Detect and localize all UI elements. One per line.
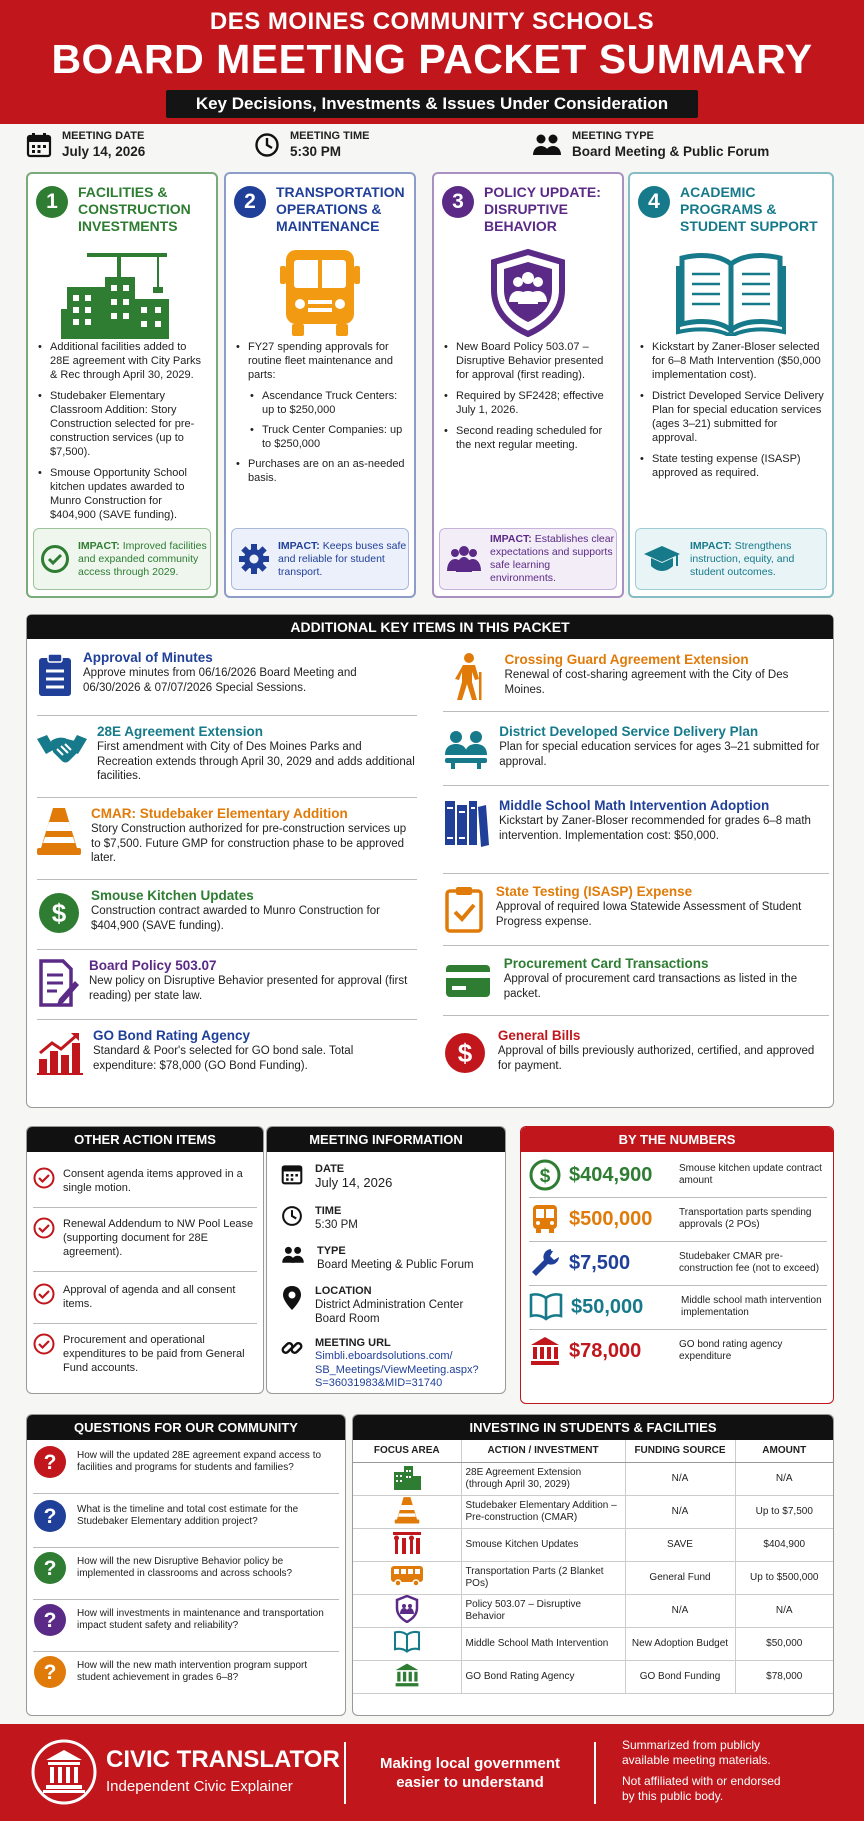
svg-text:?: ? <box>43 1557 57 1580</box>
book-icon <box>392 1630 422 1658</box>
impact-box: IMPACT: Keeps buses safe and reliable for student transport. <box>231 528 409 590</box>
card-facilities: 1 FACILITIES & CONSTRUCTION INVESTMENTS • Additional facilities added to 28E agreement with City Parks & Rec through April 30, 2029. • Studebaker Elementary Classroom Addition: Story Construction selected for pre-construction services (up to $7,500). • Smouse Opportunity School kitchen updates awarded to Munro Construction for $404,900 (SAVE funding). IMPACT: Improved facilities and expanded community access through 2029. <box>26 172 218 598</box>
building-icon <box>392 1464 422 1494</box>
wrench-icon <box>529 1247 561 1279</box>
disclaimer: Summarized from publicly available meeting materials. Not affiliated with or endorsed by this public body. <box>622 1738 781 1803</box>
key-item: State Testing (ISASP) Expense Approval of required Iowa Statewide Assessment of Student Progress expense. <box>443 883 829 935</box>
check-circle-icon <box>33 1217 55 1239</box>
svg-text:?: ? <box>43 1661 57 1684</box>
card-bullets: • New Board Policy 503.07 – Disruptive Behavior presented for approval (first reading). • Required by SF2428; effective July 1, 2026. • Second reading scheduled for the next regular meeting. <box>444 340 614 459</box>
link-icon <box>281 1337 303 1359</box>
table-row: Middle School Math Intervention New Adoption Budget $50,000 <box>353 1627 833 1660</box>
meeting-strip <box>26 130 838 170</box>
meeting-date: MEETING DATE July 14, 2026 <box>26 130 145 161</box>
capitol-logo-icon <box>30 1738 98 1806</box>
table-row: Studebaker Elementary Addition – Pre-construction (CMAR) N/A Up to $7,500 <box>353 1495 833 1528</box>
document-pen-icon <box>37 959 79 1007</box>
key-item: 28E Agreement Extension First amendment with City of Des Moines Parks and Recreation extends through April 30, 2029 and adds additional facilities. <box>37 723 417 784</box>
question-icon <box>33 1603 67 1637</box>
svg-text:?: ? <box>43 1609 57 1632</box>
check-circle-icon <box>33 1167 55 1189</box>
cone-icon <box>37 806 81 856</box>
page-title: BOARD MEETING PACKET SUMMARY <box>51 36 813 82</box>
key-items-title: ADDITIONAL KEY ITEMS IN THIS PACKET <box>27 615 833 639</box>
key-item: Procurement Card Transactions Approval of procurement card transactions as listed in the packet. <box>443 955 829 1007</box>
card-bullets: • Kickstart by Zaner-Bloser selected for 6–8 Math Intervention ($50,000 implementation cost). • District Developed Service Delivery Plan for special education services (ages 3–21) submitted for approval. • State testing expense (ISASP) approved as required. <box>640 340 824 487</box>
card-policy: 3 POLICY UPDATE: DISRUPTIVE BEHAVIOR • New Board Policy 503.07 – Disruptive Behavior presented for approval (first reading). • Required by SF2428; effective July 1, 2026. • Second reading scheduled for the next regular meeting. IMPACT: Establishes clear expectations and supports safe learning environments. <box>432 172 624 598</box>
svg-text:$: $ <box>51 898 67 928</box>
question-item: ? How will investments in maintenance and transportation impact student safety and reliability? <box>33 1603 339 1637</box>
number-item: $78,000 GO bond rating agency expenditure <box>529 1331 827 1371</box>
info-location: LOCATION District Administration Center Board Room <box>281 1285 499 1326</box>
page-subtitle: Key Decisions, Investments & Issues Under Consideration <box>166 90 698 118</box>
svg-text:?: ? <box>43 1451 57 1474</box>
question-icon <box>33 1499 67 1533</box>
table-row: 28E Agreement Extension (through April 30, 2029) N/A N/A <box>353 1462 833 1495</box>
meeting-time: MEETING TIME 5:30 PM <box>254 130 369 161</box>
card-bullets: • FY27 spending approvals for routine fleet maintenance and parts: • Ascendance Truck Centers: up to $250,000 • Truck Center Companies: up to $250,000 • Purchases are on an as-needed basis. <box>236 340 406 492</box>
cone-icon <box>394 1496 420 1528</box>
key-item: GO Bond Rating Agency Standard & Poor's selected for GO bond sale. Total expenditure: $78,000 (GO Bond Funding). <box>37 1027 417 1079</box>
dollar-icon <box>529 1159 561 1191</box>
number-item: $500,000 Transportation parts spending approvals (2 POs) <box>529 1199 827 1239</box>
handshake-icon <box>37 731 87 767</box>
bus-icon <box>529 1203 561 1235</box>
footer <box>0 1724 864 1821</box>
card-bullets: • Additional facilities added to 28E agreement with City Parks & Rec through April 30, 2029. • Studebaker Elementary Classroom Addition: Story Construction selected for pre-construction services (up to $7,500). • Smouse Opportunity School kitchen updates awarded to Munro Construction for $404,900 (SAVE funding). <box>38 340 208 529</box>
by-numbers-panel: BY THE NUMBERS $ $404,900 Smouse kitchen update contract amount $500,000 Transportation parts spending approvals (2 POs) $7,500 Studebaker CMAR pre-construction fee (not to exceed) $50,000 Middle school math intervention implementation $78,000 GO bond rating agency expenditure <box>520 1126 834 1404</box>
calendar-icon <box>26 132 52 158</box>
bus-icon <box>390 1565 424 1591</box>
question-item: ? How will the new math intervention program support student achievement in grades 6–8? <box>33 1655 339 1689</box>
number-item: $7,500 Studebaker CMAR pre-construction fee (not to exceed) <box>529 1243 827 1283</box>
graduation-cap-icon <box>642 544 682 574</box>
key-items-panel <box>26 614 834 1108</box>
bank-icon <box>394 1662 420 1692</box>
question-icon <box>33 1551 67 1585</box>
school-bus-icon <box>226 244 414 342</box>
table-row: GO Bond Rating Agency GO Bond Funding $78,000 <box>353 1660 833 1693</box>
key-item: Board Policy 503.07 New policy on Disruptive Behavior presented for approval (first reading) per state law. <box>37 957 417 1009</box>
check-circle-icon <box>33 1333 55 1355</box>
key-item: Middle School Math Intervention Adoption Kickstart by Zaner-Bloser recommended for grades 6–8 math intervention. Implementation cost: $50,000. <box>443 797 829 849</box>
district-name: DES MOINES COMMUNITY SCHOOLS <box>209 8 655 35</box>
brand-subtitle: Independent Civic Explainer <box>106 1778 293 1795</box>
info-type: TYPE Board Meeting & Public Forum <box>281 1245 499 1272</box>
group-icon <box>446 544 482 574</box>
key-item: District Developed Service Delivery Plan Plan for special education services for ages 3–21 submitted for approval. <box>443 723 829 775</box>
question-icon <box>33 1655 67 1689</box>
header-banner <box>0 0 864 124</box>
key-item: $ Smouse Kitchen Updates Construction contract awarded to Munro Construction for $404,900 (SAVE funding). <box>37 887 417 939</box>
question-item: ? What is the timeline and total cost estimate for the Studebaker Elementary addition project? <box>33 1499 339 1533</box>
impact-box: IMPACT: Establishes clear expectations and supports safe learning environments. <box>439 528 617 590</box>
info-date: DATE July 14, 2026 <box>281 1163 499 1190</box>
tagline: Making local government easier to understand <box>379 1755 561 1791</box>
bank-icon <box>529 1335 561 1367</box>
info-url: MEETING URL Simbli.eboardsolutions.com/ SB_Meetings/ViewMeeting.aspx? S=36031983&MID=31740 <box>281 1337 499 1391</box>
svg-text:$: $ <box>458 1038 473 1068</box>
clock-icon <box>281 1205 303 1227</box>
meeting-type: MEETING TYPE Board Meeting & Public Forum <box>532 130 769 161</box>
action-item: Procurement and operational expenditures to be paid from General Fund accounts. <box>33 1333 257 1375</box>
open-book-icon <box>630 244 832 342</box>
clipboard-icon <box>37 653 73 697</box>
key-item: Approval of Minutes Approve minutes from 06/16/2026 Board Meeting and 06/30/2026 & 07/07/2026 Special Sessions. <box>37 649 417 701</box>
building-crane-icon <box>28 244 216 342</box>
key-item: Crossing Guard Agreement Extension Renewal of cost-sharing agreement with the City of Des Moines. <box>443 651 829 703</box>
bar-chart-icon <box>37 1031 83 1075</box>
dollar-circle-icon <box>443 1031 487 1075</box>
checklist-icon <box>444 885 484 933</box>
books-icon <box>443 799 489 847</box>
table-row: Policy 503.07 – Disruptive Behavior N/A N/A <box>353 1594 833 1627</box>
people-icon <box>532 132 562 158</box>
clock-icon <box>254 132 280 158</box>
svg-text:?: ? <box>43 1505 57 1528</box>
question-item: ? How will the updated 28E agreement expand access to facilities and programs for students and families? <box>33 1445 339 1479</box>
card-transportation: 2 TRANSPORTATION OPERATIONS & MAINTENANCE • FY27 spending approvals for routine fleet maintenance and parts: • Ascendance Truck Centers: up to $250,000 • Truck Center Companies: up to $250,000 • Purchases are on an as-needed basis. IMPACT: Keeps buses safe and reliable for student transport. <box>224 172 416 598</box>
meeting-url-link[interactable]: Simbli.eboardsolutions.com/ <box>315 1350 453 1362</box>
question-item: ? How will the new Disruptive Behavior policy be implemented in classrooms and across schools? <box>33 1551 339 1585</box>
questions-panel: QUESTIONS FOR OUR COMMUNITY ? How will the updated 28E agreement expand access to facilities and programs for students and families? ? What is the timeline and total cost estimate for the Studebaker Elementary addition project? ? How will the new Disruptive Behavior policy be implemented in classrooms and across schools? ? How will investments in maintenance and transportation impact student safety and reliability? ? How will the new math intervention program support student achievement in grades 6–8? <box>26 1414 346 1716</box>
shield-icon <box>395 1595 419 1627</box>
action-item: Consent agenda items approved in a single motion. <box>33 1167 257 1195</box>
impact-box: IMPACT: Strengthens instruction, equity, and student outcomes. <box>635 528 827 590</box>
info-time: TIME 5:30 PM <box>281 1205 499 1232</box>
other-actions-panel: OTHER ACTION ITEMS Consent agenda items approved in a single motion. Renewal Addendum to NW Pool Lease (supporting document for 28E agreement). Approval of agenda and all consent items. Procurement and operational expenditures to be paid from General Fund accounts. <box>26 1126 264 1394</box>
brand-name: CIVIC TRANSLATOR <box>106 1746 340 1773</box>
dollar-icon <box>37 891 81 935</box>
shield-people-icon <box>434 244 622 342</box>
gear-icon <box>238 543 270 575</box>
card-icon <box>445 964 491 998</box>
key-item: $ General Bills Approval of bills previously authorized, certified, and approved for payment. <box>443 1027 829 1079</box>
people-icon <box>281 1245 305 1265</box>
number-item: $50,000 Middle school math intervention implementation <box>529 1287 827 1327</box>
action-item: Approval of agenda and all consent items. <box>33 1283 257 1311</box>
map-pin-icon <box>281 1285 303 1311</box>
table-row: Smouse Kitchen Updates SAVE $404,900 <box>353 1528 833 1561</box>
meeting-info-panel: MEETING INFORMATION DATE July 14, 2026 TIME 5:30 PM TYPE Board Meeting & Public Forum LOCATION District Administration Center Board Room MEETING URL Simbli.eboardsolutions.com/ SB_Meetings/ViewMeeting.aspx? S=36031983&MID=31740 <box>266 1126 506 1394</box>
book-icon <box>529 1292 563 1322</box>
calendar-icon <box>281 1163 303 1185</box>
kitchen-icon <box>392 1530 422 1560</box>
people-icon <box>443 729 489 769</box>
check-circle-icon <box>40 544 70 574</box>
check-circle-icon <box>33 1283 55 1305</box>
action-item: Renewal Addendum to NW Pool Lease (supporting document for 28E agreement). <box>33 1217 257 1259</box>
investing-table: FOCUS AREA ACTION / INVESTMENT FUNDING SOURCE AMOUNT 28E Agreement Extension (through April 30, 2029) N/A N/A Studebaker Elementary Addition – Pre-construction (CMAR) N/A Up to $7,500 Smouse Kitchen Updates SAVE $404,900 Transportation Parts (2 Blanket POs) General Fund Up to $500,000 Policy 503.07 – Disruptive Behavior N/A N/A Middle School Math Intervention New Adoption Budget $50,000 GO Bond Rating Agency GO Bond Funding $78,000 <box>353 1440 833 1694</box>
question-icon <box>33 1445 67 1479</box>
pedestrian-icon <box>449 652 489 702</box>
number-item: $ $404,900 Smouse kitchen update contract amount <box>529 1155 827 1195</box>
table-row: Transportation Parts (2 Blanket POs) General Fund Up to $500,000 <box>353 1561 833 1594</box>
card-academic: 4 ACADEMIC PROGRAMS & STUDENT SUPPORT • Kickstart by Zaner-Bloser selected for 6–8 Math Intervention ($50,000 implementation cost). • District Developed Service Delivery Plan for special education services (ages 3–21) submitted for approval. • State testing expense (ISASP) approved as required. IMPACT: Strengthens instruction, equity, and student outcomes. <box>628 172 834 598</box>
investing-panel: INVESTING IN STUDENTS & FACILITIES FOCUS AREA ACTION / INVESTMENT FUNDING SOURCE AMOUNT 28E Agreement Extension (through April 30, 2029) N/A N/A Studebaker Elementary Addition – Pre-construction (CMAR) N/A Up to $7,500 Smouse Kitchen Updates SAVE $404,900 Transportation Parts (2 Blanket POs) General Fund Up to $500,000 Policy 503.07 – Disruptive Behavior N/A N/A Middle School Math Intervention New Adoption Budget $50,000 GO Bond Rating Agency GO Bond Funding $78,000 <box>352 1414 834 1716</box>
svg-text:$: $ <box>539 1166 551 1187</box>
key-item: CMAR: Studebaker Elementary Addition Story Construction authorized for pre-construction services up to $7,500. Future GMP for construction phase to be approved later. <box>37 805 417 866</box>
impact-box: IMPACT: Improved facilities and expanded community access through 2029. <box>33 528 211 590</box>
